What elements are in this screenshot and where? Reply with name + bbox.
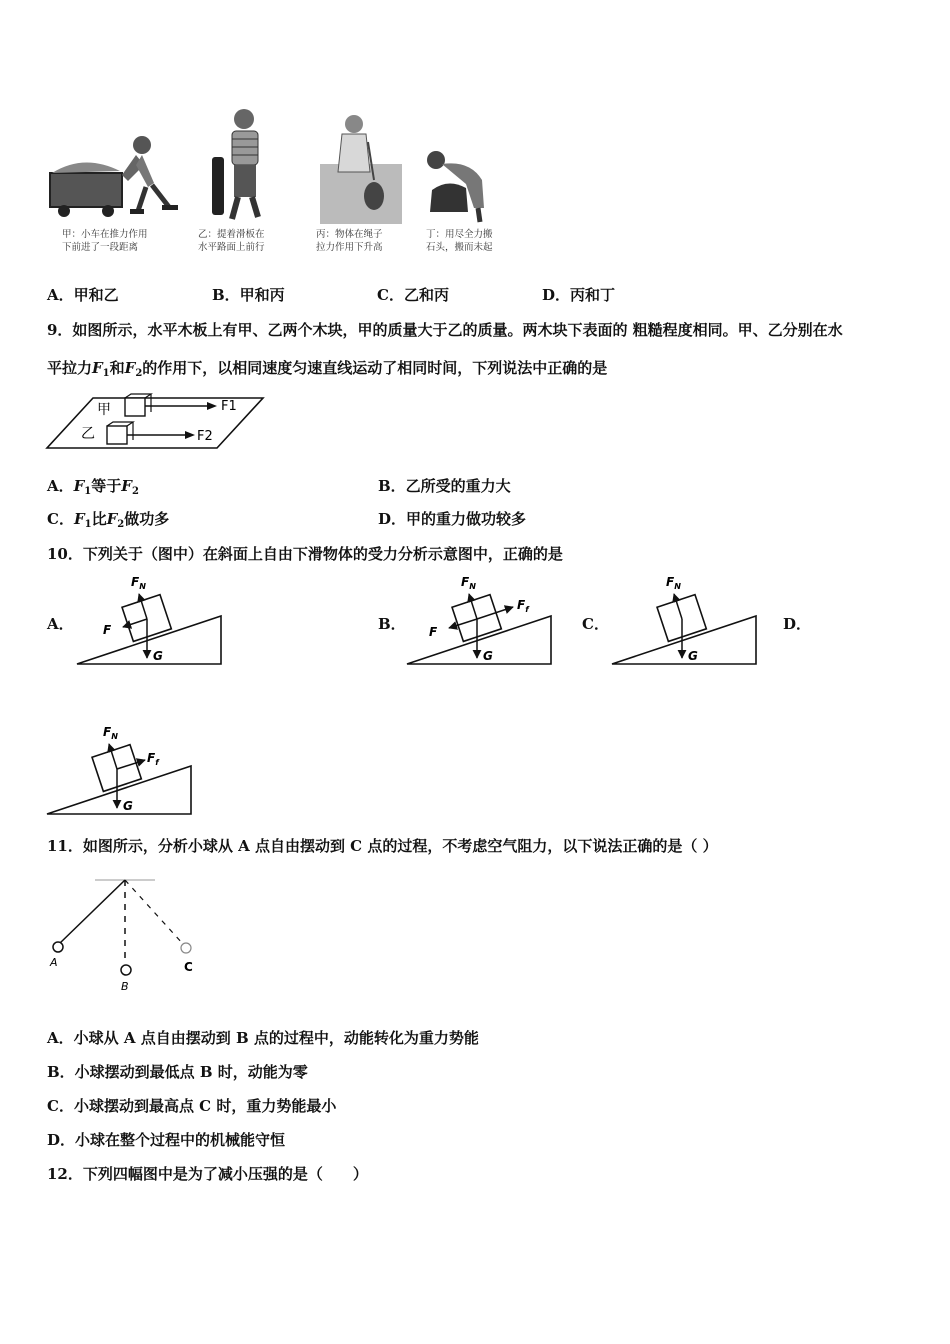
q10-diagram-d (45, 722, 200, 817)
lifting-bucket-illustration (318, 112, 408, 227)
q10-option-c-label[interactable]: C． (582, 615, 609, 633)
q10-option-b-label[interactable]: B． (378, 615, 406, 633)
q11-option-d[interactable]: D．小球在整个过程中的机械能守恒 (47, 1131, 286, 1149)
pushing-cart-illustration (44, 125, 194, 220)
q8-option-a[interactable]: A．甲和乙 (47, 286, 119, 304)
q8-figure-row (40, 100, 520, 270)
svg-text:Ff: $F_f$ (147, 751, 159, 767)
q10-option-d-label[interactable]: D． (783, 615, 812, 633)
svg-text:FN: $F_N$ (461, 575, 476, 591)
q10-diagram-c (610, 572, 765, 667)
svg-text:G: G (123, 799, 133, 813)
q9-stem-line1: 9．如图所示，水平木板上有甲、乙两个木块，甲的质量大于乙的质量。两木块下表面的 粗糙程度相同。甲、乙分别在水 (47, 321, 843, 339)
yi-label: 乙 (81, 426, 95, 442)
walking-boy-illustration (210, 105, 280, 225)
q11-option-a[interactable]: A．小球从 A 点自由摆动到 B 点的过程中，动能转化为重力势能 (47, 1029, 479, 1047)
q8-option-d[interactable]: D．丙和丁 (542, 286, 616, 304)
picture-caption: 丁：用尽全力搬 石头，搬而未起 (426, 229, 493, 253)
svg-text:FN: $F_N$ (666, 575, 681, 591)
f1-label: F1 (221, 399, 237, 414)
q9-option-c[interactable]: C．$F_1$比$F_2$做功多 (47, 510, 170, 530)
svg-text:FN: $F_N$ (131, 575, 146, 591)
q10-stem: 10．下列关于（图中）在斜面上自由下滑物体的受力分析示意图中，正确的是 (47, 545, 563, 563)
svg-text:G: G (688, 649, 698, 663)
picture-caption: 丙：物体在绳子 拉力作用下升高 (316, 229, 383, 253)
svg-text:FN: $F_N$ (103, 725, 118, 741)
svg-text:F: F (429, 625, 438, 639)
q12-stem: 12．下列四幅图中是为了减小压强的是（ ） (47, 1165, 368, 1183)
q11-pendulum-diagram (45, 872, 205, 997)
q11-stem: 11．如图所示，分析小球从 A 点自由摆动到 C 点的过程，不考虑空气阻力，以下说法正确的是（ ） (47, 837, 718, 855)
svg-text:G: G (153, 649, 163, 663)
point-b-label: B (121, 980, 129, 993)
svg-text:F: F (103, 623, 112, 637)
q9-option-b[interactable]: B．乙所受的重力大 (378, 477, 511, 495)
q9-stem-line2: 平拉力$F_1$和$F_2$的作用下，以相同速度匀速直线运动了相同时间，下列说法中正确的是 (47, 359, 608, 379)
picture-caption: 甲：小车在推力作用 下前进了一段距离 (62, 229, 148, 253)
q9-option-a[interactable]: A．$F_1$等于$F_2$ (47, 477, 139, 497)
q11-option-c[interactable]: C．小球摆动到最高点 C 时，重力势能最小 (47, 1097, 337, 1115)
q9-board-diagram (45, 392, 267, 452)
lifting-stone-illustration (422, 150, 502, 225)
point-a-label: A (50, 956, 58, 969)
q9-option-d[interactable]: D．甲的重力做功较多 (378, 510, 527, 528)
q8-option-c[interactable]: C．乙和丙 (377, 286, 449, 304)
q10-option-a-label[interactable]: A． (47, 615, 74, 633)
q10-diagram-a (75, 572, 230, 667)
point-c-label: C (184, 960, 193, 974)
q10-diagram-b (405, 572, 560, 667)
f2-label: F2 (197, 429, 213, 444)
q11-option-b[interactable]: B．小球摆动到最低点 B 时，动能为零 (47, 1063, 308, 1081)
svg-text:G: G (483, 649, 493, 663)
picture-caption: 乙：提着滑板在 水平路面上前行 (198, 229, 265, 253)
jia-label: 甲 (97, 402, 111, 418)
svg-text:Ff: $F_f$ (517, 598, 529, 614)
q8-option-b[interactable]: B．甲和丙 (212, 286, 285, 304)
